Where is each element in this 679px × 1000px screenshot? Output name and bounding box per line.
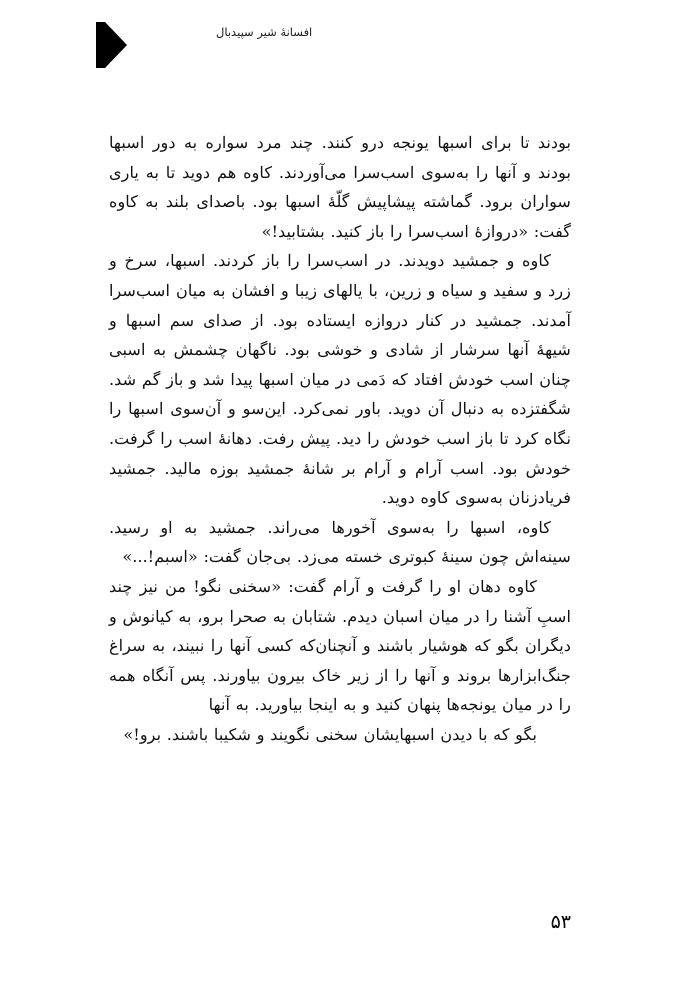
paragraph-3: کاوه، اسبها را به‌سوی آخورها می‌راند. جمشید به او رسید. سینه‌اش چون سینهٔ کبوتری خسته می‌زد. بی‌جان گفت: «اسبم!...» — [109, 517, 571, 567]
page-body — [109, 128, 571, 749]
marker-triangle — [105, 22, 127, 68]
paragraph-2: کاوه و جمشید دویدند. در اسب‌سرا را باز کردند. اسبها، سرخ و زرد و سفید و سیاه و زرین، با یالهای زیبا و افشان به میان اسب‌سرا آمدند. جمشید در کنار دروازه ایستاده بود. از صدای سم اسبها و شیههٔ آنها سرشار از شادی و خوشی بود. ناگهان چشمش به اسبی چنان اسب خودش افتاد که دَمی در میان اسبها پیدا شد و باز گم شد. شگفتزده به دنبال آن دوید. باور نمی‌کرد. این‌سو و آن‌سوی اسبها را نگاه کرد تا باز اسب خودش را دید. پیش رفت. دهانهٔ اسب را گرفت. خودش بود. اسب آرام و آرام بر شانهٔ جمشید بوزه مالید. جمشید فریادزنان به‌سوی کاوه دوید. — [109, 251, 571, 508]
paragraph-4: کاوه دهان او را گرفت و آرام گفت: «سخنی نگو! من نیز چند اسبِ آشنا را در میان اسبان دیدم. شتابان به صحرا برو، به کیانوش و دیگران بگو که هوشیار باشند و آنچنان‌که کسی آنها را نبیند، به سراغ جنگ‌ابزارها بروند و آنها را از زیر خاک بیرون بیاورند. پس آنگاه همه را در میان یونجه‌ها پنهان کنید و به اینجا بیاورید. به آنها — [109, 576, 571, 715]
paragraph-5: بگو که با دیدن اسبهایشان سخنی نگویند و شکیبا باشند. برو!» — [123, 724, 537, 744]
header-title: افسانهٔ شیر سپیدبال — [216, 25, 313, 39]
running-header — [96, 22, 583, 68]
page-number: ۵۳ — [550, 911, 571, 933]
paragraph-1: بودند تا برای اسبها یونجه درو کنند. چند مرد سواره به دور اسبها بودند و آنها را به‌سوی اسب‌سرا می‌آوردند. کاوه هم دوید تا به یاری سواران برود. گماشته پیشاپیش گلّهٔ اسبها بود. باصدای بلند به کاوه گفت: «دروازهٔ اسب‌سرا را باز کنید. بشتابید!» — [109, 133, 571, 241]
triangle-marker-icon — [96, 22, 130, 68]
marker-bar — [96, 22, 105, 68]
